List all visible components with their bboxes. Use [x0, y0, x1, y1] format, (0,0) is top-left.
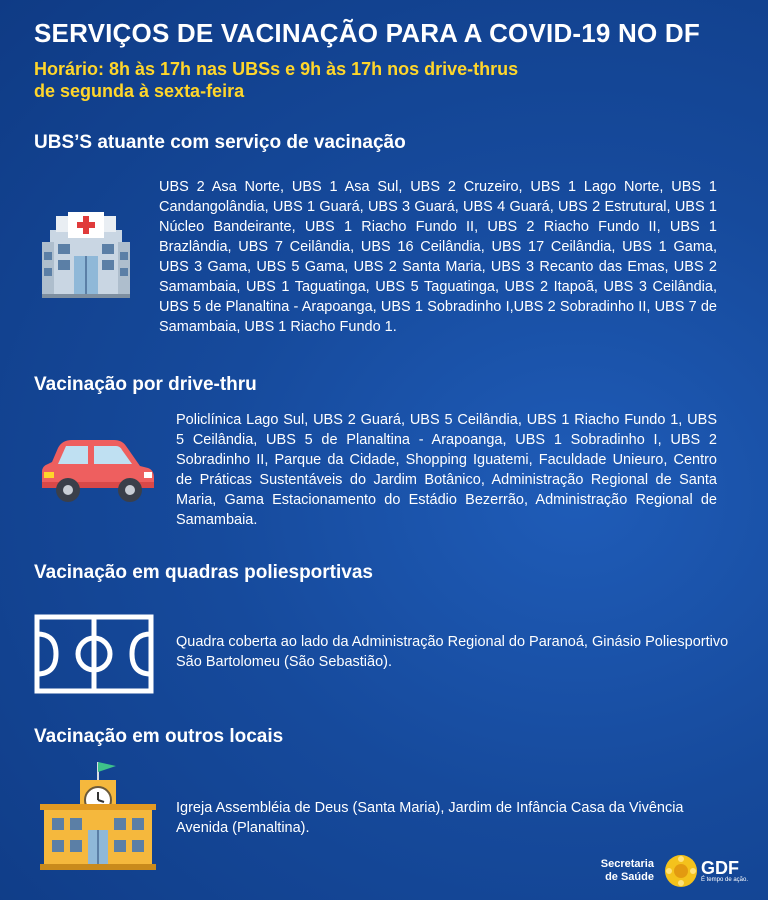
gdf-logo	[664, 854, 748, 888]
sports-court-icon	[34, 614, 154, 699]
building-clock-icon	[40, 760, 156, 875]
other-locations-list-text: Igreja Assembléia de Deus (Santa Maria), Jardim de Infância Casa da Vivência Avenida (Planaltina).	[176, 800, 684, 836]
hospital-icon	[42, 212, 130, 303]
drive-thru-list-text: Policlínica Lago Sul, UBS 2 Guará, UBS 5 Ceilândia, UBS 1 Riacho Fundo 1, UBS 5 Ceilândia, UBS 5 de Planaltina - Arapoanga, UBS 1 Sobradinho I, UBS 2 Sobradinho II, Parque da Cidade, Shopping Iguatemi, Faculdade Unieuro, Centro de Práticas Sustentáveis do Jardim Botânico, Administração Regional de Santa Maria, Gama Estacionamento do Estádio Bezerrão, Administração Regional de Samambaia.	[176, 412, 717, 528]
schedule-line-2: de segunda à sexta-feira	[34, 81, 245, 101]
section-title-other-locations: Vacinação em outros locais	[34, 726, 284, 747]
car-icon	[40, 438, 156, 509]
secretaria-saude-logo	[601, 858, 654, 884]
footer-logos	[601, 854, 748, 888]
secretaria-line-1: Secretaria	[600, 858, 654, 870]
schedule-subtitle	[34, 58, 518, 102]
ubs-list-text: UBS 2 Asa Norte, UBS 1 Asa Sul, UBS 2 Cruzeiro, UBS 1 Lago Norte, UBS 1 Candangolândia, UBS 1 Guará, UBS 3 Guará, UBS 4 Guará, UBS 2 Estrutural, UBS 1 Núcleo Bandeirante, UBS 1 Riacho Fundo II, UBS 2 Riacho Fundo II, UBS 1 Brazlândia, UBS 7 Ceilândia, UBS 16 Ceilândia, UBS 17 Ceilândia, UBS 1 Gama, UBS 3 Gama, UBS 5 Gama, UBS 2 Santa Maria, UBS 3 Recanto das Emas, UBS 2 Samambaia, UBS 1 Taguatinga, UBS 5 Taguatinga, UBS 2 Itapoã, UBS 3 Ceilândia, UBS 5 de Planaltina - Arapoanga, UBS 1 Sobradinho I,UBS 2 Sobradinho II, UBS 7 de Samambaia, UBS 1 Riacho Fundo 1.	[159, 179, 717, 335]
section-title-ubs: UBS’S atuante com serviço de vacinação	[34, 132, 406, 153]
schedule-line-1: Horário: 8h às 17h nas UBSs e 9h às 17h nos drive-thrus	[34, 59, 519, 79]
gdf-name: GDF	[700, 857, 739, 878]
sports-courts-list-text: Quadra coberta ao lado da Administração Regional do Paranoá, Ginásio Poliesportivo São Bartolomeu (São Sebastião).	[176, 634, 729, 670]
gdf-flower-icon	[664, 854, 698, 888]
section-title-sports-courts: Vacinação em quadras poliesportivas	[34, 562, 373, 583]
page-title: SERVIÇOS DE VACINAÇÃO PARA A COVID-19 NO DF	[34, 18, 700, 48]
secretaria-line-2: de Saúde	[605, 871, 654, 883]
section-title-drive-thru: Vacinação por drive-thru	[34, 374, 257, 395]
gdf-tagline: É tempo de ação.	[700, 876, 748, 883]
